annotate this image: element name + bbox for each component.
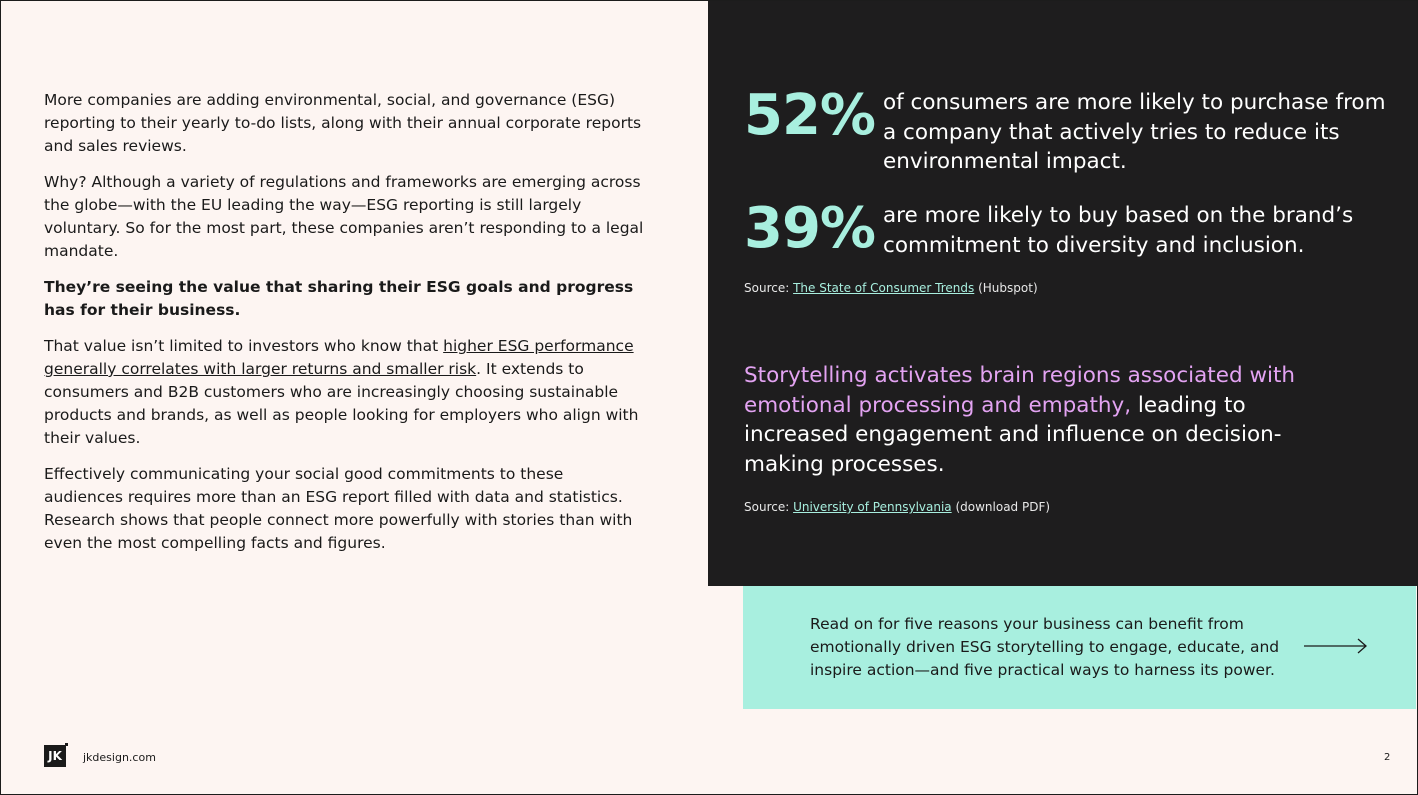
paragraph-4 [44,335,644,450]
esg-performance-link[interactable]: higher ESG performance generally correlates with larger returns and smaller risk [44,337,634,378]
source-hubspot [744,281,1038,295]
arrow-right-icon[interactable] [1304,638,1368,654]
stat-52-text: of consumers are more likely to purchase from a company that actively tries to reduce its environmental impact. [883,90,1386,174]
cta-banner[interactable] [743,586,1416,709]
cta-text: Read on for five reasons your business can benefit from emotionally driven ESG storytelling to engage, educate, and inspire action—and five practical ways to harness its power. [810,615,1280,679]
stat-52 [744,83,1388,177]
stat-52-value: 52% [744,83,876,148]
paragraph-5: Effectively communicating your social good commitments to these audiences requires more than an ESG report filled with data and statistics. Research shows that people connect more powerfully with stories than with even the most compelling facts and figures. [44,465,633,552]
consumer-trends-link[interactable]: The State of Consumer Trends [793,281,975,295]
storytelling-highlight: Storytelling activates brain regions associated with emotional processing and empathy, [744,363,1296,418]
intro-text [44,89,644,568]
jk-logo: JK [44,745,66,767]
page-number: 2 [1384,752,1391,763]
stat-39-text: are more likely to buy based on the brand’s commitment to diversity and inclusion. [883,203,1354,258]
paragraph-3-bold: They’re seeing the value that sharing their ESG goals and progress has for their business. [44,278,634,319]
source-prefix: Source: [744,500,794,514]
source-suffix: (Hubspot) [974,281,1038,295]
footer-domain: jkdesign.com [83,751,156,764]
storytelling-quote [744,361,1314,479]
paragraph-2: Why? Although a variety of regulations and frameworks are emerging across the globe—with the EU leading the way—ESG reporting is still largely voluntary. So for the most part, these companies aren’t responding to a legal mandate. [44,173,644,260]
logo-dot [65,743,68,746]
paragraph-4-end: . It extends to consumers and B2B customers who are increasingly choosing sustainable products and brands, as well as people looking for employers who align with their values. [44,360,639,447]
storytelling-rest: leading to increased engagement and influence on decision-making processes. [744,392,1282,477]
source-prefix: Source: [744,281,794,295]
stat-39-value: 39% [744,196,876,261]
source-suffix: (download PDF) [951,500,1051,514]
paragraph-1: More companies are adding environmental, social, and governance (ESG) reporting to their yearly to-do lists, along with their annual corporate reports and sales reviews. [44,91,642,155]
source-upenn [744,500,1050,514]
upenn-link[interactable]: University of Pennsylvania [793,500,952,514]
paragraph-4-start: That value isn’t limited to investors who know that [44,337,444,355]
stat-39 [744,196,1388,261]
